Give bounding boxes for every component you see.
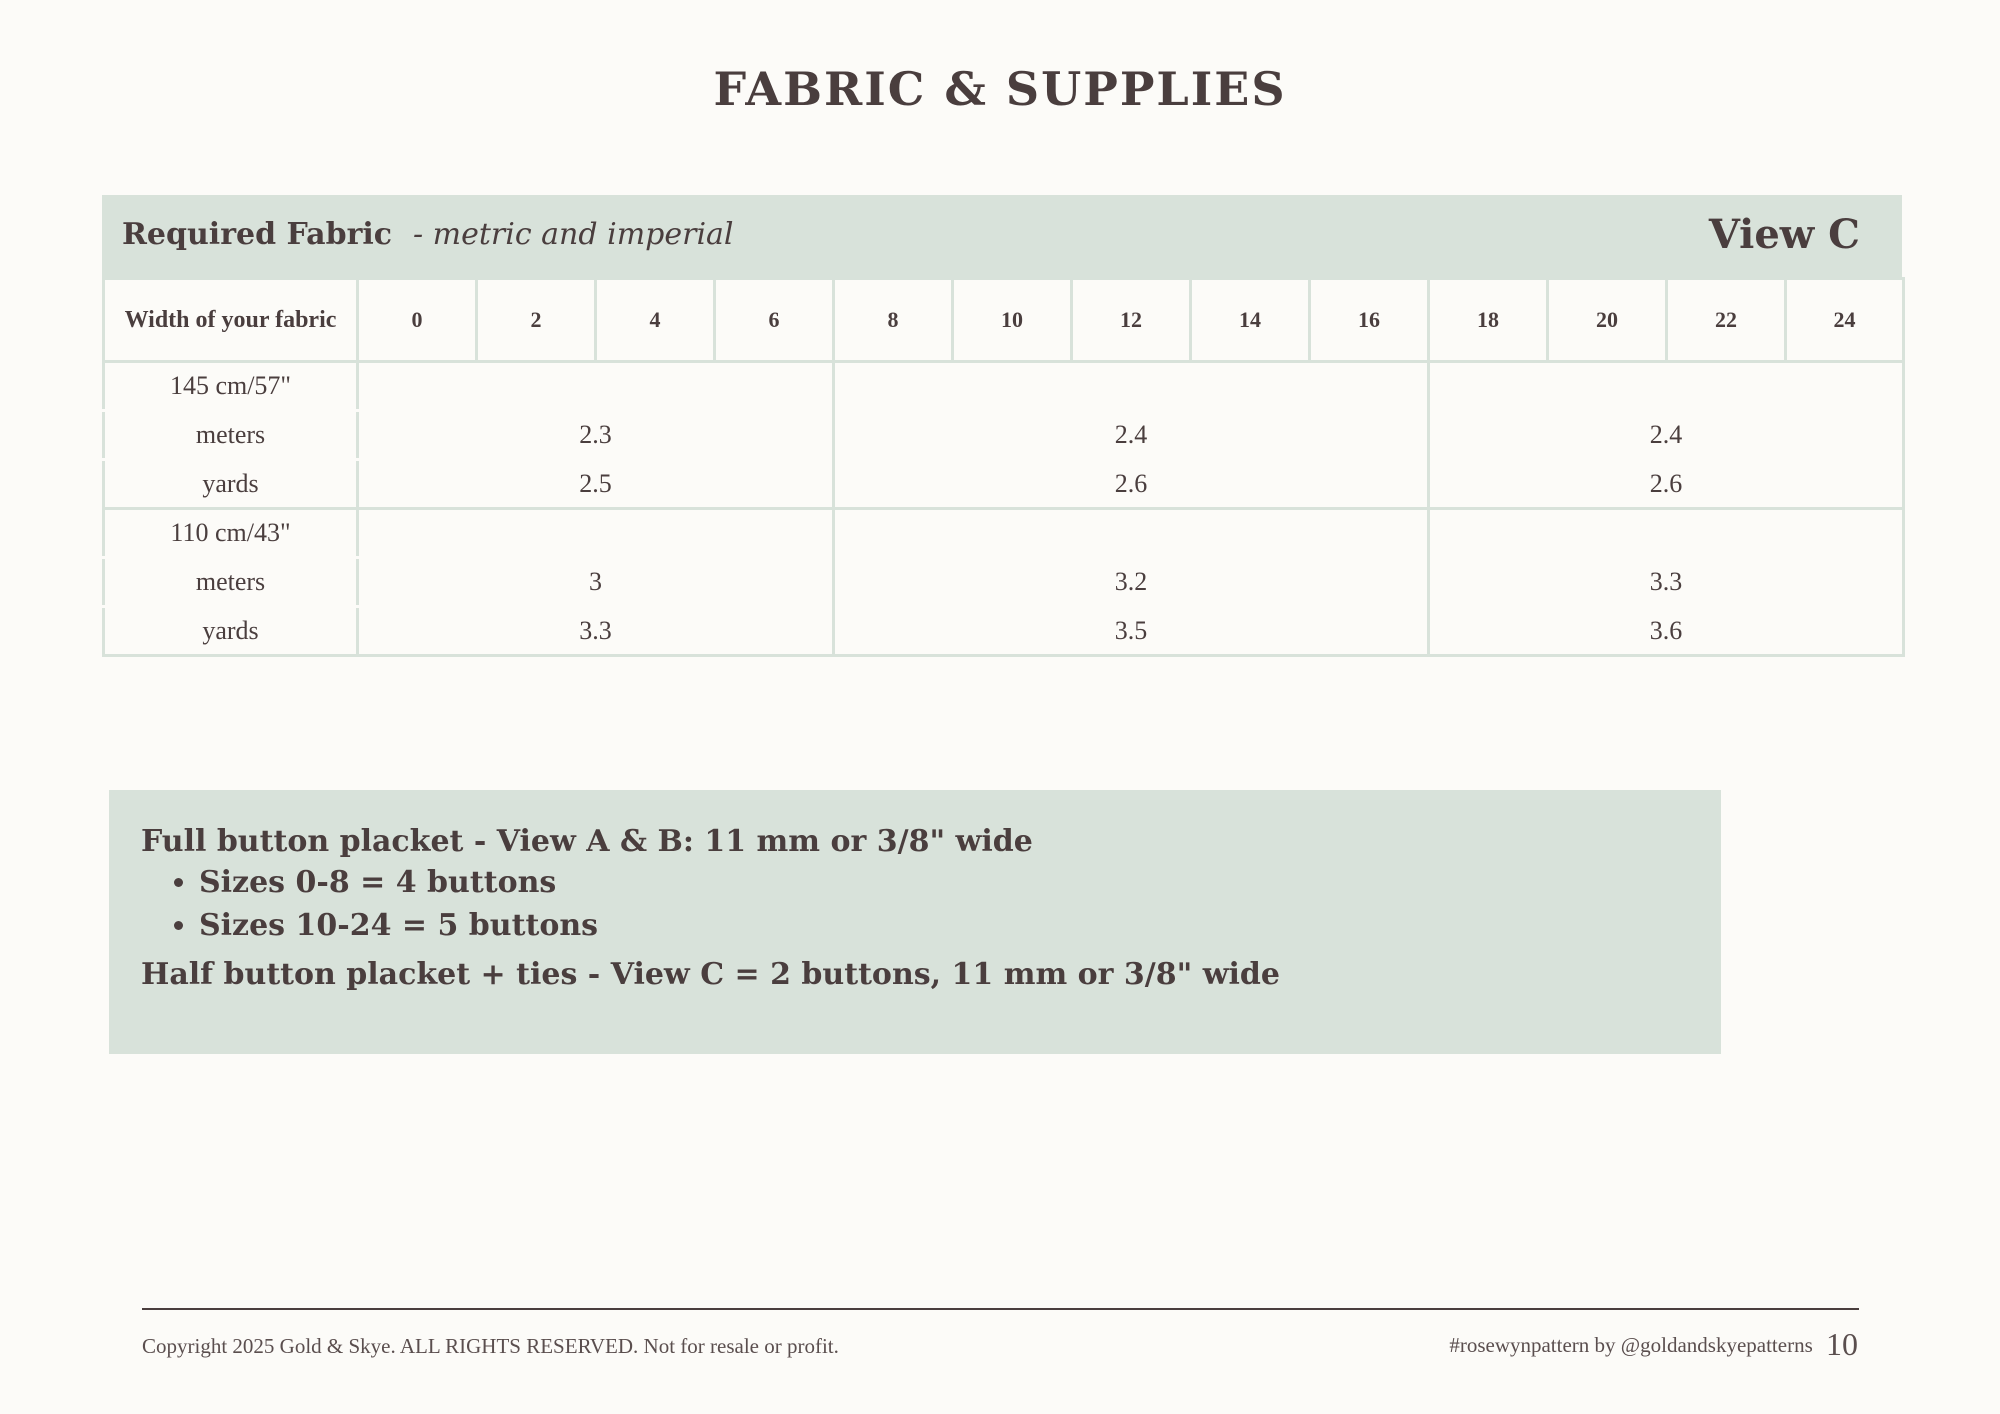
yards-row	[104, 607, 1904, 656]
table-heading	[122, 217, 734, 252]
width-label: 145 cm/57"	[104, 362, 358, 411]
unit-label: meters	[104, 558, 358, 607]
full-placket-text: Full button placket - View A & B: 11 mm or 3/8" wide	[141, 824, 1033, 859]
size-cell: 16	[1310, 279, 1429, 362]
unit-label: yards	[104, 460, 358, 509]
footer-right	[1449, 1326, 1858, 1363]
value-cell: 2.3	[358, 411, 834, 460]
size-cell: 14	[1191, 279, 1310, 362]
list-item: • Sizes 0-8 = 4 buttons	[199, 865, 1689, 900]
width-row	[104, 509, 1904, 558]
page-title: FABRIC & SUPPLIES	[713, 62, 1287, 116]
size-cell: 0	[358, 279, 477, 362]
size-cell: 18	[1429, 279, 1548, 362]
page-number: 10	[1826, 1326, 1858, 1362]
size-cell: 10	[953, 279, 1072, 362]
unit-label: yards	[104, 607, 358, 656]
yards-row	[104, 460, 1904, 509]
size-cell: 6	[715, 279, 834, 362]
value-cell: 3.3	[358, 607, 834, 656]
size-cell: 22	[1667, 279, 1786, 362]
size-cell: 12	[1072, 279, 1191, 362]
value-cell: 2.4	[1429, 411, 1904, 460]
value-cell: 3.5	[834, 607, 1429, 656]
width-row	[104, 362, 1904, 411]
footer-divider	[142, 1308, 1859, 1310]
width-label-cell: Width of your fabric	[104, 279, 358, 362]
value-cell: 2.6	[834, 460, 1429, 509]
size-cell: 2	[477, 279, 596, 362]
fabric-requirements-table	[102, 195, 1902, 657]
value-cell: 2.5	[358, 460, 834, 509]
table-heading-main: Required Fabric	[122, 217, 393, 252]
meters-row	[104, 558, 1904, 607]
buttons-info-box	[109, 790, 1721, 1054]
size-header-row	[104, 279, 1904, 362]
value-cell: 2.6	[1429, 460, 1904, 509]
size-cell: 4	[596, 279, 715, 362]
value-cell: 3.2	[834, 558, 1429, 607]
meters-row	[104, 411, 1904, 460]
value-cell: 3	[358, 558, 834, 607]
button-count-list	[141, 865, 1689, 943]
size-cell: 20	[1548, 279, 1667, 362]
unit-label: meters	[104, 411, 358, 460]
list-item: • Sizes 10-24 = 5 buttons	[199, 908, 1689, 943]
size-cell: 24	[1786, 279, 1904, 362]
table-heading-sub: - metric and imperial	[412, 217, 734, 252]
half-placket-text: Half button placket + ties - View C = 2 buttons, 11 mm or 3/8" wide	[141, 957, 1280, 992]
view-label: View C	[1708, 211, 1860, 258]
hashtag-credit: #rosewynpattern by @goldandskyepatterns	[1449, 1333, 1813, 1357]
table-header	[102, 195, 1902, 277]
fabric-grid	[102, 277, 1905, 657]
value-cell: 3.6	[1429, 607, 1904, 656]
size-cell: 8	[834, 279, 953, 362]
value-cell: 2.4	[834, 411, 1429, 460]
copyright-text: Copyright 2025 Gold & Skye. ALL RIGHTS RESERVED. Not for resale or profit.	[142, 1334, 839, 1358]
width-label: 110 cm/43"	[104, 509, 358, 558]
value-cell: 3.3	[1429, 558, 1904, 607]
